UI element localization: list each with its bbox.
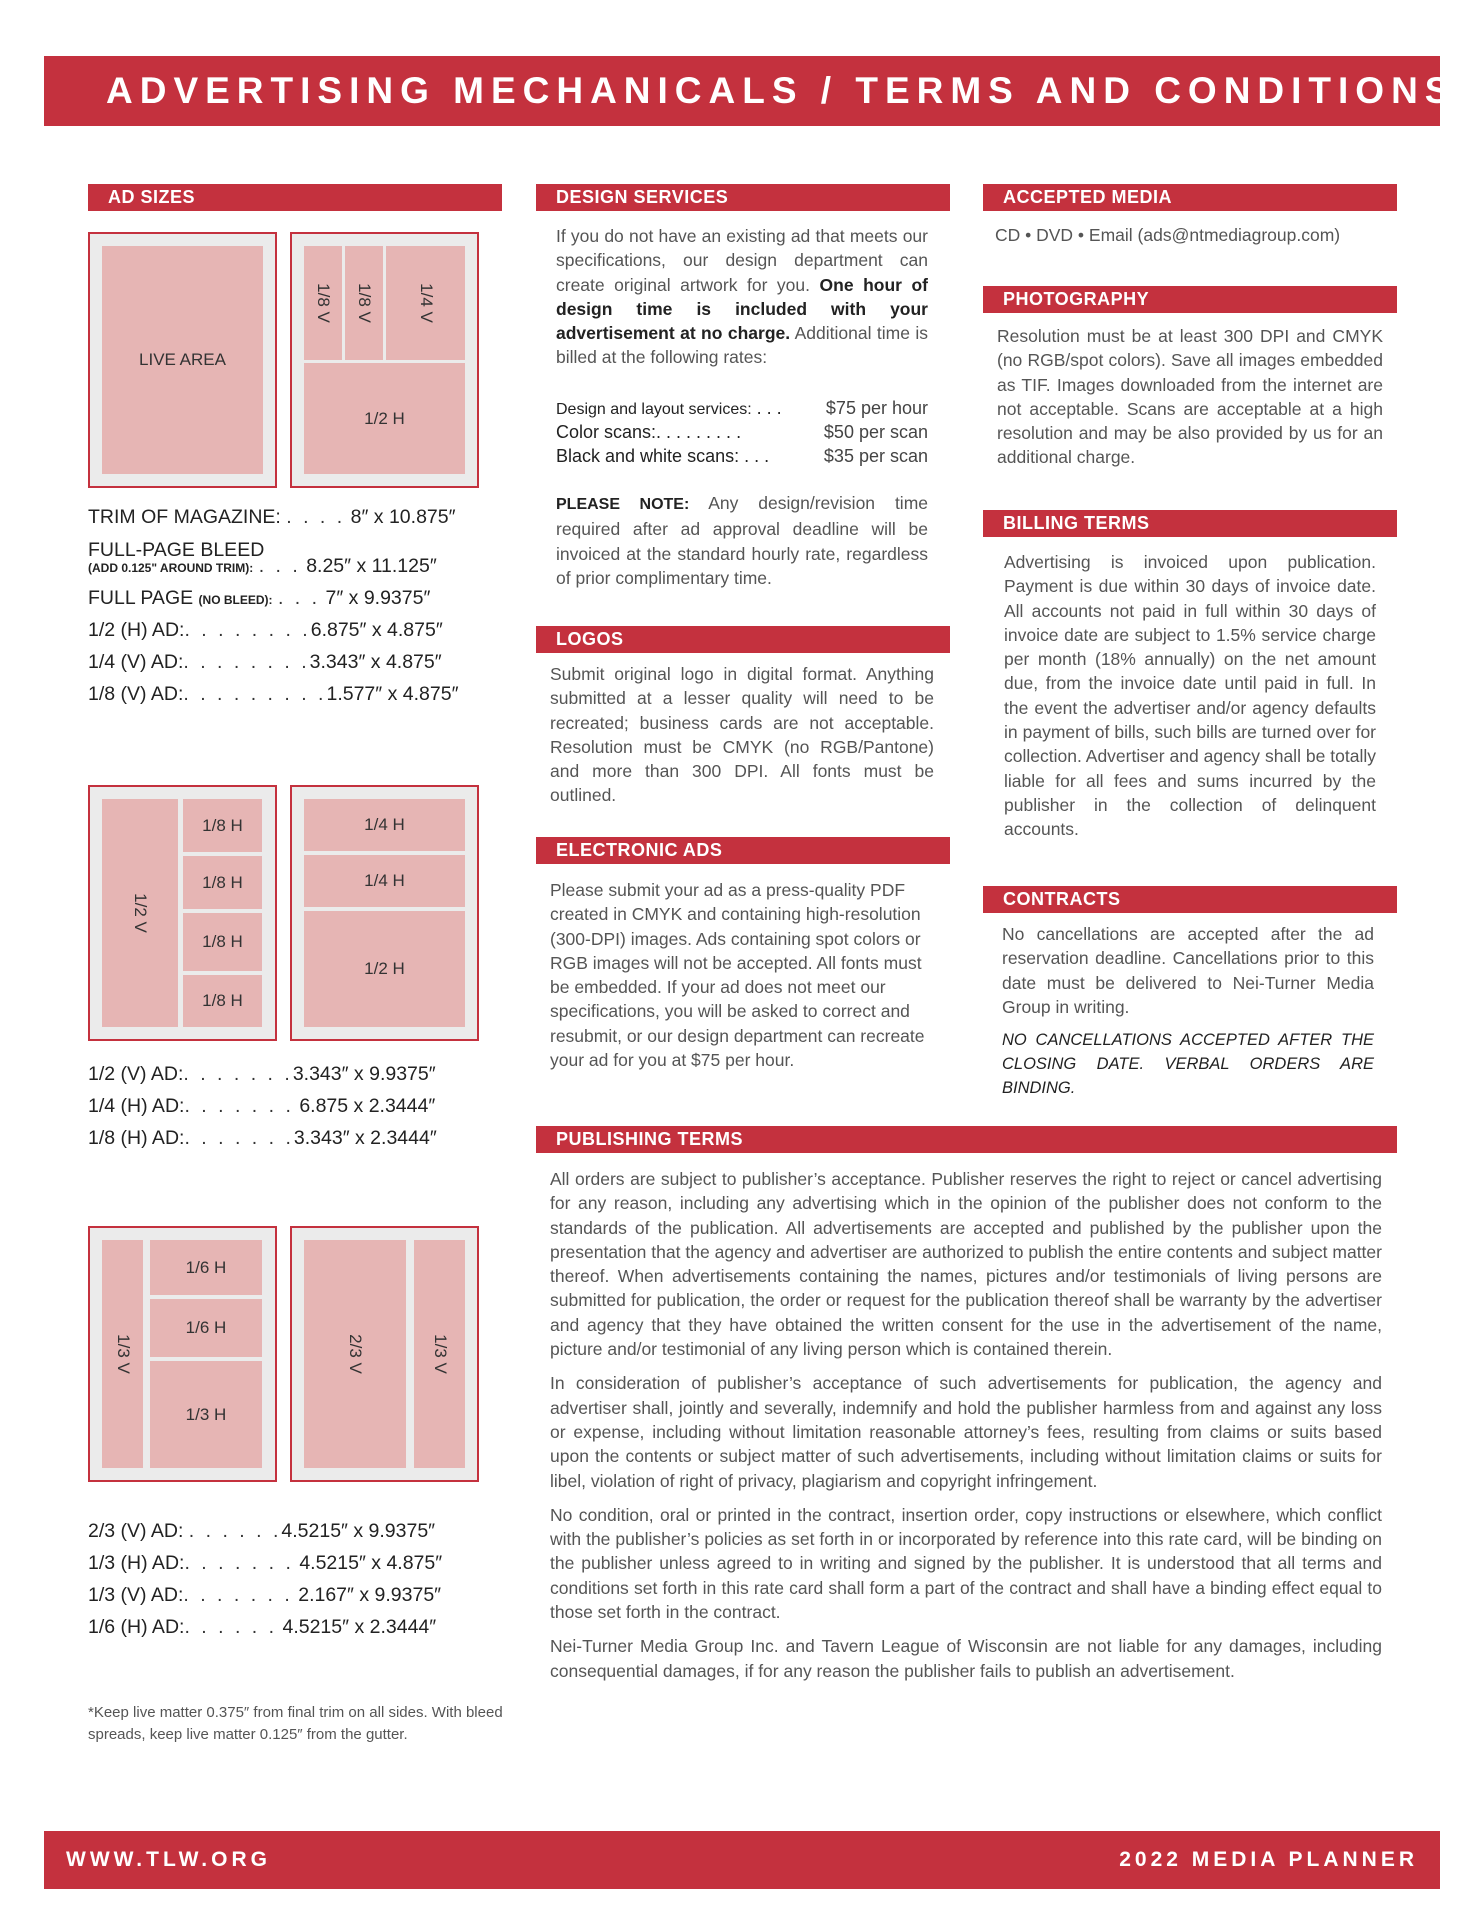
diagram-quarter-half <box>290 785 479 1041</box>
diagram-two-third <box>290 1226 479 1482</box>
accepted-media-text: CD • DVD • Email (ads@ntmediagroup.com) <box>995 225 1341 245</box>
diagram-half-eighth <box>88 785 277 1041</box>
spec-full-page: FULL PAGE (NO BLEED): . . . 7″ x 9.9375″ <box>88 587 431 609</box>
publishing-paragraph: Nei-Turner Media Group Inc. and Tavern League of Wisconsin are not liable for any damages, including consequential damages, if for any reason the publisher fails to publish an advertisement. <box>550 1636 1382 1681</box>
diagram-full-page <box>88 232 277 488</box>
cell-1-2-h: 1/2 H <box>304 363 465 474</box>
footer-planner-label: 2022 MEDIA PLANNER <box>1119 1848 1418 1871</box>
publishing-terms-heading: PUBLISHING TERMS <box>536 1126 1397 1153</box>
design-rates <box>556 396 928 468</box>
photography-text: Resolution must be at least 300 DPI and CMYK (no RGB/spot colors). Save all images embedded as TIF. Images downloaded from the internet are not acceptable. Scans are acceptable at a high resolution and may be also provided by us for an additional charge. <box>997 326 1383 468</box>
publishing-paragraph: No condition, oral or printed in the contract, insertion order, copy instructions or elsewhere, which conflict with the publisher’s policies as set forth in or incorporated by reference into this rate card, will be binding on the publisher unless agreed to in writing and signed by the publisher. It is understood that all terms and conditions set forth in this rate card shall form a part of the contract and shall have a binding effect equal to those set forth in the contract. <box>550 1504 1382 1623</box>
spec-eighth-v: 1/8 (V) AD:. . . . . . . . .1.577″ x 4.875″ <box>88 683 459 705</box>
design-note: PLEASE NOTE: Any design/revision time required after ad approval deadline will be invoiced at the standard hourly rate, regardless of prior complimentary time. <box>556 493 928 588</box>
cell-1-2-h: 1/2 H <box>304 911 465 1027</box>
cell-1-8-v: 1/8 V <box>345 246 383 360</box>
cell-1-6-h: 1/6 H <box>150 1240 262 1295</box>
electronic-ads-text: Please submit your ad as a press-quality PDF created in CMYK and containing high-resolution (300-DPI) images. Ads containing spot colors or RGB images will not be accepted. All fonts must be embedded. If your ad does not meet our specifications, you will be asked to correct and resubmit, or our design department can recreate your ad for you at $75 per hour. <box>550 880 925 1071</box>
page-header-band <box>44 56 1457 126</box>
logos-heading: LOGOS <box>536 626 950 653</box>
publishing-paragraph: In consideration of publisher’s acceptance of such advertisements for publication, the agency and advertiser shall, jointly and severally, indemnify and hold the publisher harmless from and against any loss or expense, including without limitation reasonable attorney’s fees, resulting from claims or suits based upon the contents or subject matter of such advertisements, including without limitation claims or suits for libel, violation of right of privacy, plagiarism and copyright infringement. <box>550 1373 1382 1491</box>
rate-row: Design and layout services: . . . $75 per hour <box>556 398 928 418</box>
cell-live-area: LIVE AREA <box>102 246 263 474</box>
spec-third-h: 1/3 (H) AD:. . . . . . . 4.5215″ x 4.875″ <box>88 1552 443 1574</box>
cell-1-8-h: 1/8 H <box>183 856 262 909</box>
page-title: ADVERTISING MECHANICALS / TERMS AND CONDITIONS <box>106 70 1457 111</box>
publishing-terms-text <box>550 1167 1382 1683</box>
cell-1-4-h: 1/4 H <box>304 855 465 907</box>
spec-two-third-v: 2/3 (V) AD: . . . . . .4.5215″ x 9.9375″ <box>88 1520 436 1542</box>
rate-row: Black and white scans: . . . $35 per scan <box>556 446 928 466</box>
footer-website: WWW.TLW.ORG <box>66 1848 271 1871</box>
design-services-heading: DESIGN SERVICES <box>536 184 950 211</box>
accepted-media-heading: ACCEPTED MEDIA <box>983 184 1397 211</box>
logos-text: Submit original logo in digital format. Anything submitted at a lesser quality will need to be recreated; business cards are not acceptable. Resolution must be CMYK (no RGB/Pantone) and more than 300 DPI. All fonts must be outlined. <box>550 664 934 806</box>
electronic-ads-heading: ELECTRONIC ADS <box>536 837 950 864</box>
rate-row: Color scans:. . . . . . . . . $50 per scan <box>556 422 928 442</box>
cell-2-3-v: 2/3 V <box>304 1240 406 1468</box>
ad-sizes-heading: AD SIZES <box>88 184 502 211</box>
billing-terms-text: Advertising is invoiced upon publication. Payment is due within 30 days of invoice date. All accounts not paid in full within 30 days of invoice date are subject to 1.5% service charge per month (18% annually) on the net amount due, from the invoice date until paid in full. In the event the advertiser and/or agency defaults in payment of bills, such bills are turned over for collection. Advertiser and agency shall be totally liable for all fees and sums incurred by the publisher in the collection of delinquent accounts. <box>1004 552 1376 840</box>
spec-trim: TRIM OF MAGAZINE: . . . . 8″ x 10.875″ <box>88 506 456 528</box>
contracts-notice: NO CANCELLATIONS ACCEPTED AFTER THE CLOSING DATE. VERBAL ORDERS ARE BINDING. <box>1002 1031 1374 1097</box>
cell-1-2-v: 1/2 V <box>102 799 178 1027</box>
design-services-text: If you do not have an existing ad that meets our specifications, our design department can create original artwork for you. One hour of design time is included with your advertisement at no charge. Additional time is billed at the following rates: <box>556 226 928 368</box>
contracts-heading: CONTRACTS <box>983 886 1397 913</box>
cell-1-3-h: 1/3 H <box>150 1361 262 1468</box>
photography-heading: PHOTOGRAPHY <box>983 286 1397 313</box>
cell-1-3-v: 1/3 V <box>102 1240 143 1468</box>
contracts-text: No cancellations are accepted after the ad reservation deadline. Cancellations prior to this date must be delivered to Nei-Turner Media Group in writing. <box>1002 924 1374 1017</box>
cell-1-8-h: 1/8 H <box>183 799 262 852</box>
cell-1-8-v: 1/8 V <box>304 246 342 360</box>
page-footer-band <box>44 1831 1440 1889</box>
live-matter-footnote: *Keep live matter 0.375″ from final trim on all sides. With bleed spreads, keep live matter 0.125″ from the gutter. <box>88 1704 503 1743</box>
spec-quarter-v: 1/4 (V) AD:. . . . . . . .3.343″ x 4.875″ <box>88 651 442 673</box>
spec-third-v: 1/3 (V) AD:. . . . . . . 2.167″ x 9.9375″ <box>88 1584 442 1606</box>
diagram-quarter-eighth <box>290 232 479 488</box>
spec-eighth-h: 1/8 (H) AD:. . . . . . .3.343″ x 2.3444″ <box>88 1127 437 1149</box>
cell-1-8-h: 1/8 H <box>183 975 262 1027</box>
cell-1-8-h: 1/8 H <box>183 913 262 971</box>
billing-terms-heading: BILLING TERMS <box>983 510 1397 537</box>
spec-half-v: 1/2 (V) AD:. . . . . . .3.343″ x 9.9375″ <box>88 1063 436 1085</box>
diagram-third-sixth <box>88 1226 277 1482</box>
publishing-paragraph: All orders are subject to publisher’s acceptance. Publisher reserves the right to reject or cancel advertising for any reason, including any advertising which in the opinion of the publisher does not conform to the standards of the publication. All advertisements are accepted and published by the publisher upon the presentation that the agency and advertiser are authorized to publish the entire contents and subject matter thereof. When advertisements containing the names, pictures and/or testimonials of living persons are submitted for publication, the order or request for the publication thereof shall be warranty by the advertiser and agency that they have obtained the written consent for the use in the advertisement of the name, picture and/or testimonial of any living person which is contained therein. <box>550 1169 1382 1360</box>
spec-quarter-h: 1/4 (H) AD:. . . . . . . 6.875 x 2.3444″ <box>88 1095 436 1117</box>
spec-half-h: 1/2 (H) AD:. . . . . . . .6.875″ x 4.875″ <box>88 619 443 641</box>
cell-1-3-v: 1/3 V <box>414 1240 465 1468</box>
cell-1-4-h: 1/4 H <box>304 799 465 851</box>
cell-1-6-h: 1/6 H <box>150 1299 262 1357</box>
cell-1-4-v: 1/4 V <box>386 246 465 360</box>
spec-sixth-h: 1/6 (H) AD:. . . . . . 4.5215″ x 2.3444″ <box>88 1616 437 1638</box>
spec-full-page-bleed: FULL-PAGE BLEED (ADD 0.125" AROUND TRIM): . . . 8.25″ x 11.125″ <box>88 539 437 577</box>
